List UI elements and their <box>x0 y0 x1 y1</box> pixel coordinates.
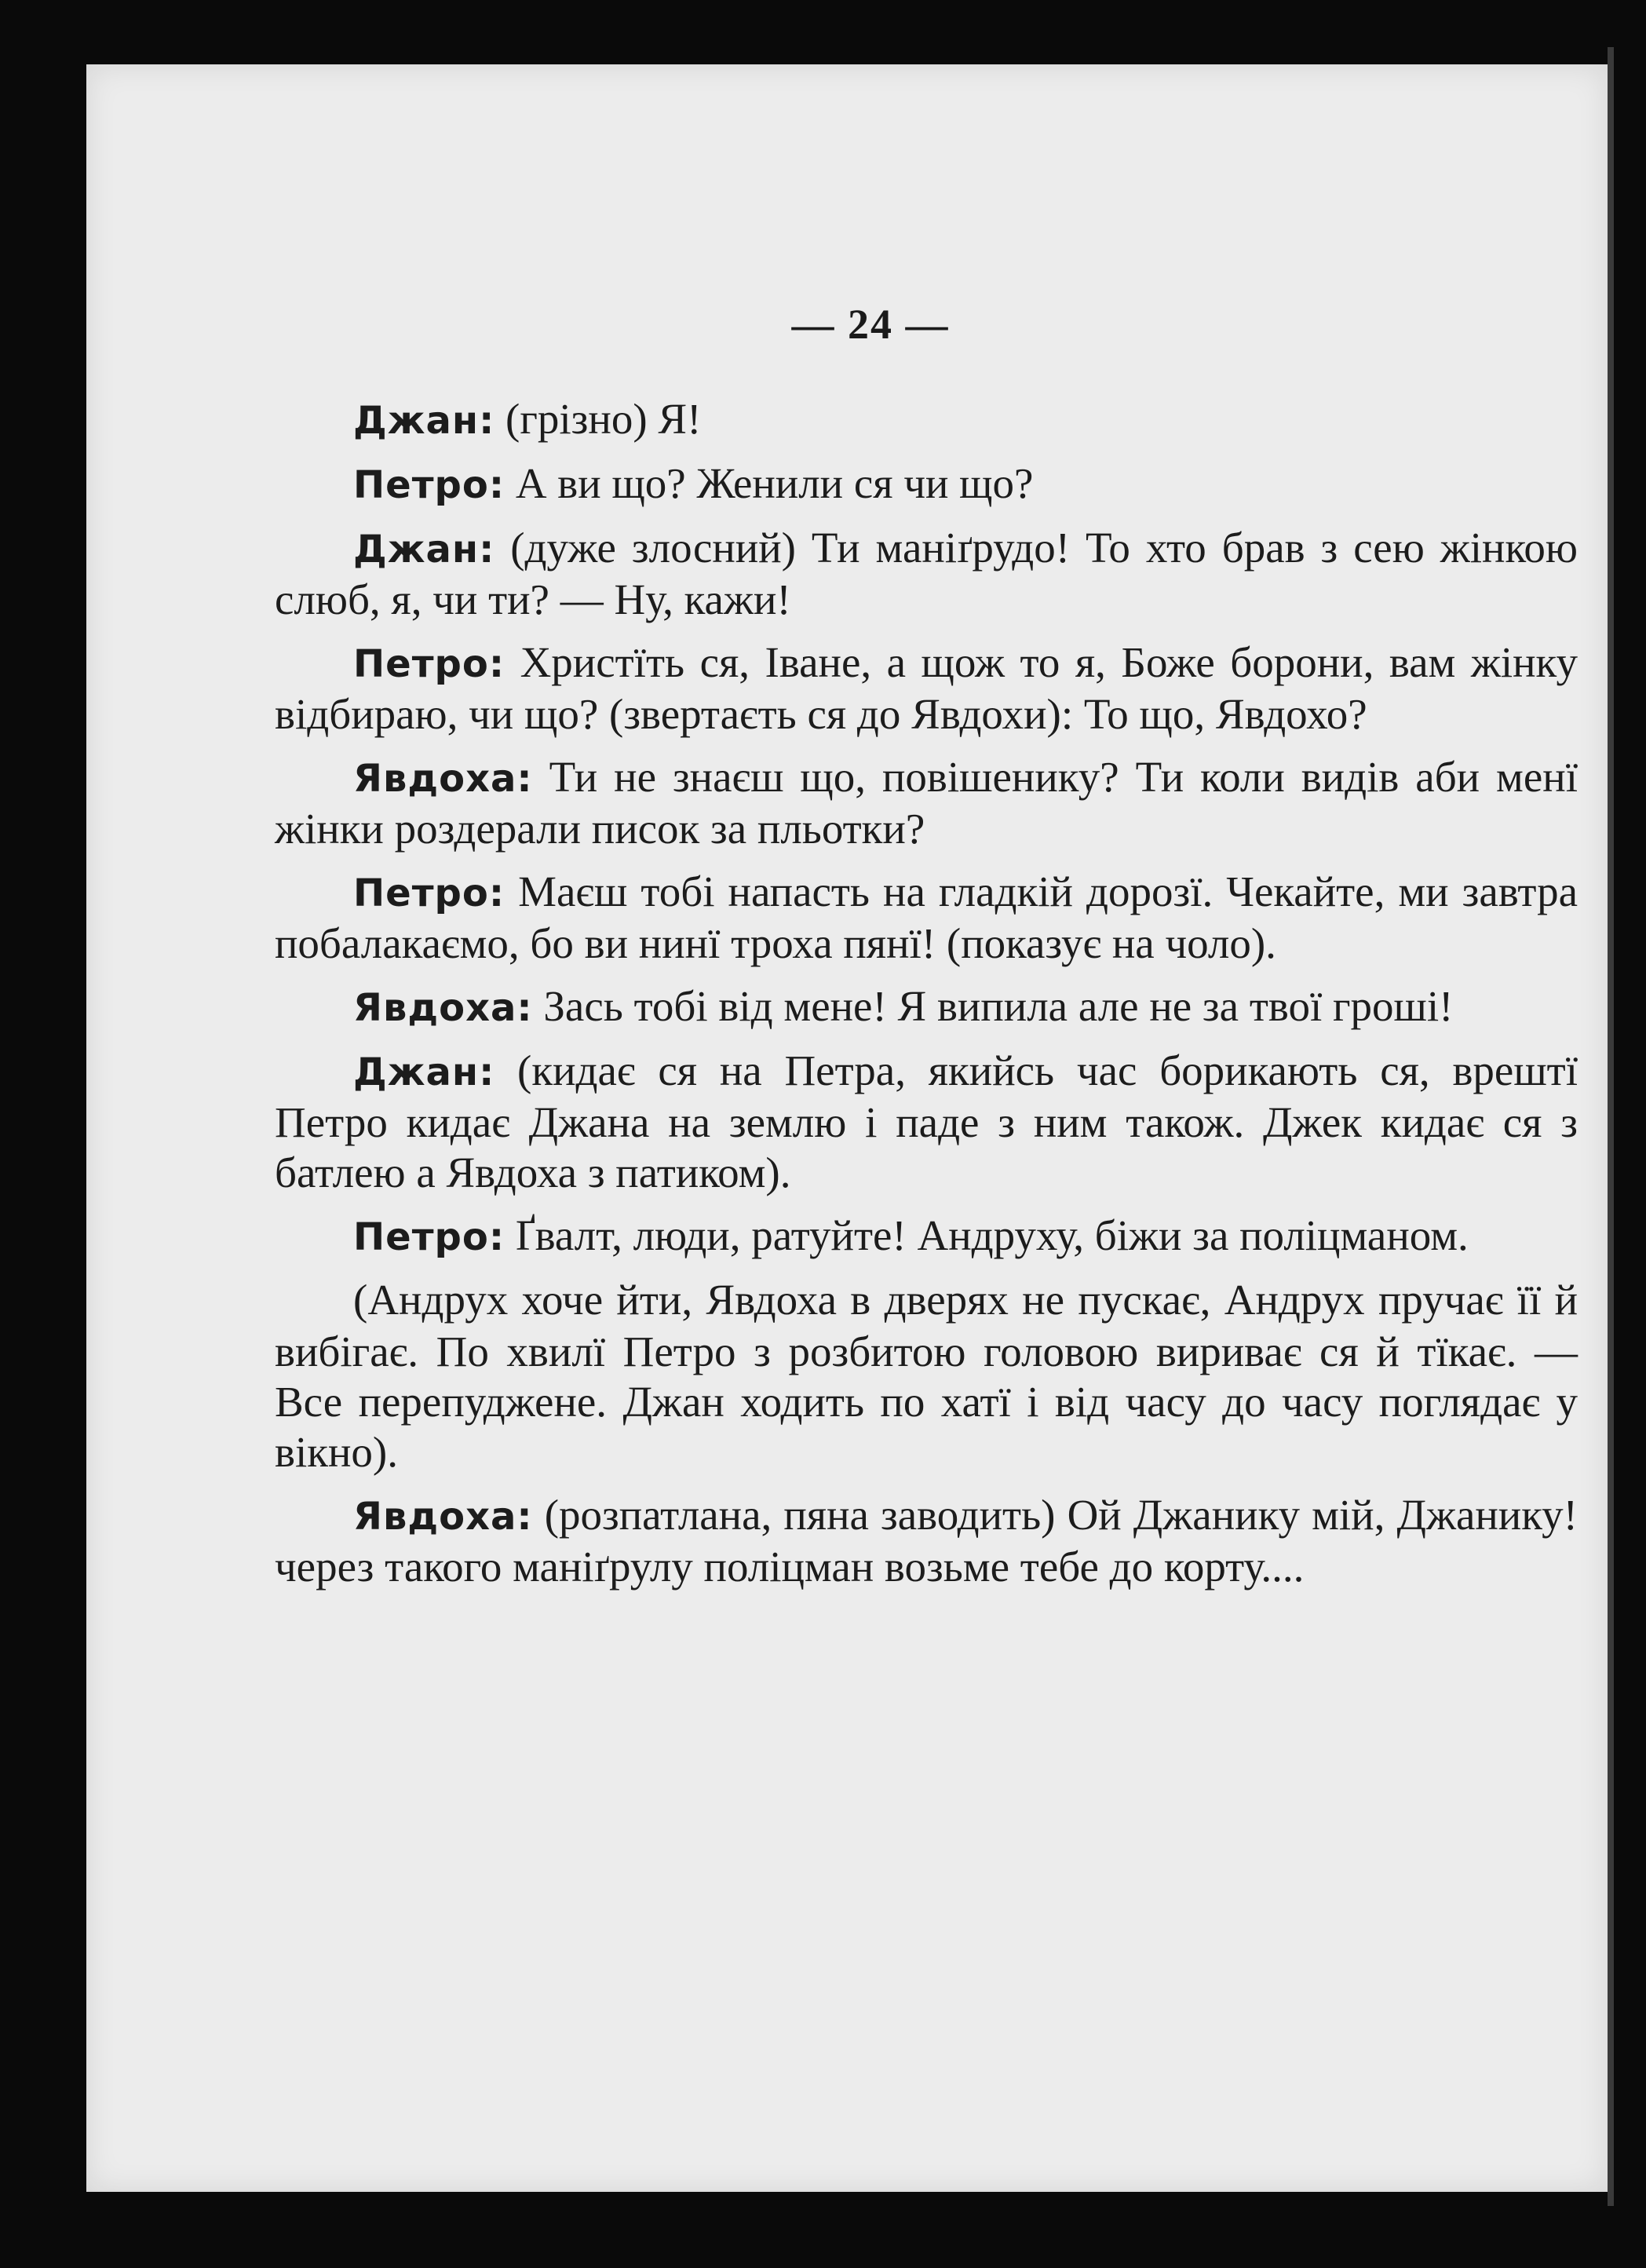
dialogue-text: Ти не знаєш що, повішенику? Ти коли видів аби менї жінки роздерали писок за пльотки? <box>275 753 1578 853</box>
dialogue-paragraph <box>275 394 1578 446</box>
page-number: — 24 — <box>791 301 950 348</box>
stage-direction-text: (Андрух хоче йти, Явдоха в дверях не пускає, Андрух пручає її й вибігає. По хвилї Петро з розбитою головою вириває ся й тїкає. — Все перепуджене. Джан ходить по хатї і від часу до часу поглядає у вікно). <box>275 1276 1578 1476</box>
dialogue-paragraph <box>275 867 1578 969</box>
dialogue-text: Христїть ся, Іване, а щож то я, Боже борони, вам жінку відбираю, чи що? (звертаєть ся до Явдохи): То що, Явдохо? <box>275 638 1578 738</box>
speaker-name: Джан: <box>353 1050 495 1094</box>
speaker-name: Явдоха: <box>353 757 533 801</box>
dialogue-paragraph <box>275 1490 1578 1592</box>
dialogue-paragraph <box>275 1046 1578 1198</box>
dialogue-text: Ґвалт, люди, ратуйте! Андруху, біжи за поліцманом. <box>505 1211 1469 1259</box>
dialogue-text: (грізно) Я! <box>495 395 702 443</box>
speaker-name: Явдоха: <box>353 1495 533 1539</box>
book-page <box>86 64 1608 2192</box>
stage-direction <box>275 1275 1578 1477</box>
speaker-name: Петро: <box>353 1215 505 1259</box>
dialogue-paragraph <box>275 637 1578 740</box>
dialogue-text: Маєш тобі напасть на гладкій дорозї. Чекайте, ми завтра побалакаємо, бо ви нинї троха пянї! (показує на чоло). <box>275 867 1578 967</box>
speaker-name: Петро: <box>353 871 505 915</box>
dialogue-text: А ви що? Женили ся чи що? <box>505 459 1034 507</box>
dialogue-paragraph <box>275 458 1578 510</box>
page-text <box>275 394 1578 1605</box>
dialogue-paragraph <box>275 523 1578 625</box>
dialogue-paragraph <box>275 752 1578 854</box>
dialogue-text: (дуже злосний) Ти маніґрудо! То хто брав з сею жінкою слюб, я, чи ти? — Ну, кажи! <box>275 524 1578 623</box>
dialogue-text: Зась тобі від мене! Я випила але не за твої гроші! <box>532 982 1454 1030</box>
dialogue-text: (розпатлана, пяна заводить) Ой Джанику мій, Джанику! через такого маніґрулу поліцман возьме тебе до корту.... <box>275 1491 1578 1591</box>
dialogue-paragraph <box>275 1211 1578 1262</box>
speaker-name: Явдоха: <box>353 986 533 1030</box>
speaker-name: Петро: <box>353 642 505 686</box>
dialogue-paragraph <box>275 981 1578 1033</box>
speaker-name: Петро: <box>353 463 505 507</box>
page-edge-shadow <box>1608 47 1614 2206</box>
speaker-name: Джан: <box>353 399 495 443</box>
dialogue-text: (кидає ся на Петра, якийсь час борикають ся, врештї Петро кидає Джана на землю і паде з ним також. Джек кидає ся з батлею а Явдоха з патиком). <box>275 1046 1578 1196</box>
speaker-name: Джан: <box>353 528 495 572</box>
